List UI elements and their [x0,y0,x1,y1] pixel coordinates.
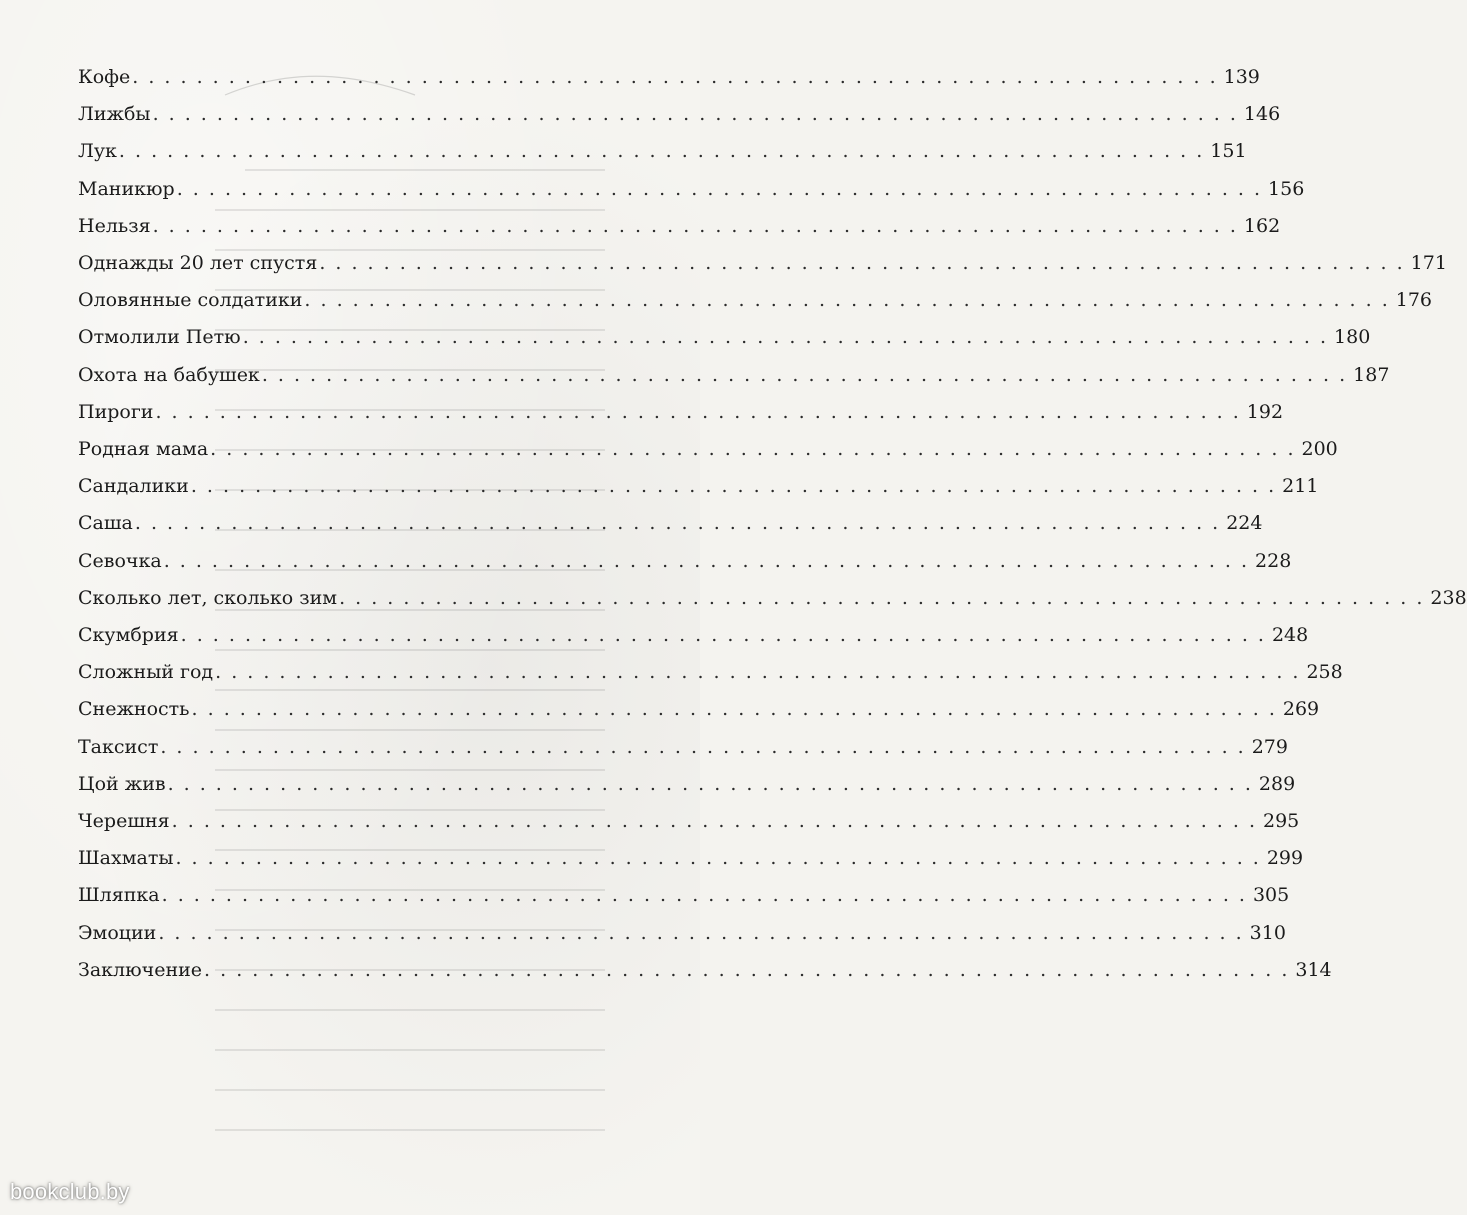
toc-entry-title: Маникюр [78,177,175,200]
toc-entry [78,546,1292,576]
toc-entry-leader-dots: . . . . . . . . . . . . . . . . . . . . . . . . . . . . . . . . . . . . . . . . . . . . . . . . . . . . . . . . . . . . . . . . . . . . [319,252,1405,274]
toc-entry-leader-dots: . . . . . . . . . . . . . . . . . . . . . . . . . . . . . . . . . . . . . . . . . . . . . . . . . . . . . . . . . . . . . . . . . . . . [190,475,1277,498]
toc-entry-page-number: 171 [1410,252,1447,274]
toc-entry-leader-dots: . . . . . . . . . . . . . . . . . . . . . . . . . . . . . . . . . . . . . . . . . . . . . . . . . . . . . . . . . . . . . . . . . . . . [204,958,1290,981]
toc-entry [78,397,1284,427]
toc-entry-leader-dots: . . . . . . . . . . . . . . . . . . . . . . . . . . . . . . . . . . . . . . . . . . . . . . . . . . . . . . . . . . . . . . . . . . . . [191,698,1277,721]
toc-entry-page-number: 180 [1334,326,1371,349]
toc-entry-page-number: 228 [1255,549,1292,572]
toc-entry-page-number: 310 [1249,921,1286,944]
toc-entry-page-number: 314 [1295,958,1332,981]
toc-entry-title: Кофе [78,66,131,88]
toc-entry-title: Шляпка [78,884,160,907]
toc-entry-page-number: 258 [1306,661,1343,684]
toc-entry [78,211,1281,241]
toc-entry-leader-dots: . . . . . . . . . . . . . . . . . . . . . . . . . . . . . . . . . . . . . . . . . . . . . . . . . . . . . . . . . . . . . . . . . . . . [261,363,1348,386]
toc-entry-leader-dots: . . . . . . . . . . . . . . . . . . . . . . . . . . . . . . . . . . . . . . . . . . . . . . . . . . . . . . . . . . . . . . . . . . . . [158,921,1244,944]
toc-entry [78,136,1247,166]
toc-entry-leader-dots: . . . . . . . . . . . . . . . . . . . . . . . . . . . . . . . . . . . . . . . . . . . . . . . . . . . . . . . . . . . . . . . . . . . . [152,214,1238,237]
toc-entry [78,62,1260,92]
toc-entry-page-number: 295 [1263,810,1300,832]
toc-entry-title: Сандалики [78,475,189,498]
toc-entry-leader-dots: . . . . . . . . . . . . . . . . . . . . . . . . . . . . . . . . . . . . . . . . . . . . . . . . . . . . . . . . . . . . . . . . . . . . [215,661,1301,684]
toc-entry [78,322,1371,352]
toc-entry-leader-dots: . . . . . . . . . . . . . . . . . . . . . . . . . . . . . . . . . . . . . . . . . . . . . . . . . . . . . . . . . . . . . . . . . . . . [160,735,1246,758]
toc-entry-leader-dots: . . . . . . . . . . . . . . . . . . . . . . . . . . . . . . . . . . . . . . . . . . . . . . . . . . . . . . . . . . . . . . . . . . . . [180,624,1266,646]
toc-entry-title: Черешня [78,810,170,832]
toc-entry-title: Сколько лет, сколько зим [78,586,338,609]
toc-entry-leader-dots: . . . . . . . . . . . . . . . . . . . . . . . . . . . . . . . . . . . . . . . . . . . . . . . . . . . . . . . . . . . . . . . . . . . . [171,810,1257,832]
toc-entry-title: Цой жив [78,772,166,795]
toc-entry-title: Лук [78,140,117,163]
toc-entry-leader-dots: . . . . . . . . . . . . . . . . . . . . . . . . . . . . . . . . . . . . . . . . . . . . . . . . . . . . . . . . . . . . . . . . . . . . [118,140,1205,163]
toc-entry-page-number: 299 [1266,847,1304,870]
toc-entry-leader-dots: . . . . . . . . . . . . . . . . . . . . . . . . . . . . . . . . . . . . . . . . . . . . . . . . . . . . . . . . . . . . . . . . . . . . [163,549,1250,572]
toc-entry-title: Эмоции [78,921,157,944]
toc-entry-page-number: 224 [1226,512,1263,535]
toc-entry-title: Оловянные солдатики [78,289,303,312]
toc-entry [78,657,1343,687]
toc-entry [78,434,1338,464]
toc-entry-title: Отмолили Петю [78,326,241,349]
toc-entry-page-number: 279 [1251,735,1288,758]
toc-entry [78,806,1300,836]
toc-entry-leader-dots: . . . . . . . . . . . . . . . . . . . . . . . . . . . . . . . . . . . . . . . . . . . . . . . . . . . . . . . . . . . . . . . . . . . . [242,326,1329,349]
toc-entry-page-number: 289 [1258,772,1296,795]
toc-entry-leader-dots: . . . . . . . . . . . . . . . . . . . . . . . . . . . . . . . . . . . . . . . . . . . . . . . . . . . . . . . . . . . . . . . . . . . . [132,66,1218,88]
toc-entry [78,955,1332,985]
toc-entry-page-number: 151 [1210,140,1247,163]
toc-entry-page-number: 248 [1271,624,1309,646]
toc-entry [78,694,1320,724]
toc-entry [78,174,1305,204]
toc-entry-page-number: 162 [1243,214,1281,237]
toc-entry [78,843,1304,873]
toc-entry-leader-dots: . . . . . . . . . . . . . . . . . . . . . . . . . . . . . . . . . . . . . . . . . . . . . . . . . . . . . . . . . . . . . . . . . . . . [152,103,1238,126]
toc-entry [78,471,1319,501]
toc-entry-page-number: 156 [1268,177,1305,200]
toc-entry-title: Сложный год [78,661,214,684]
toc-entry-page-number: 192 [1246,400,1284,423]
toc-entry-page-number: 238 [1430,586,1467,609]
toc-entry [78,285,1433,315]
toc-entry-title: Охота на бабушек [78,363,260,386]
toc-entry [78,248,1447,278]
toc-entry-title: Лижбы [78,103,151,126]
toc-entry-page-number: 211 [1282,475,1319,498]
toc-entry-page-number: 176 [1395,289,1433,312]
toc-entry-leader-dots: . . . . . . . . . . . . . . . . . . . . . . . . . . . . . . . . . . . . . . . . . . . . . . . . . . . . . . . . . . . . . . . . . . . . [175,847,1261,870]
toc-entry-title: Таксист [78,735,159,758]
toc-entry-leader-dots: . . . . . . . . . . . . . . . . . . . . . . . . . . . . . . . . . . . . . . . . . . . . . . . . . . . . . . . . . . . . . . . . . . . . [176,177,1263,200]
toc-entry-title: Снежность [78,698,190,721]
toc-entry [78,620,1309,650]
toc-entry-page-number: 146 [1243,103,1281,126]
toc-entry [78,769,1296,799]
toc-entry-title: Скумбрия [78,624,179,646]
toc-entry-leader-dots: . . . . . . . . . . . . . . . . . . . . . . . . . . . . . . . . . . . . . . . . . . . . . . . . . . . . . . . . . . . . . . . . . . . . [304,289,1390,312]
toc-entry [78,360,1390,390]
toc-entry-title: Родная мама [78,438,209,460]
toc-entry-title: Заключение [78,958,203,981]
toc-entry-leader-dots: . . . . . . . . . . . . . . . . . . . . . . . . . . . . . . . . . . . . . . . . . . . . . . . . . . . . . . . . . . . . . . . . . . . . [155,400,1241,423]
toc-entry-page-number: 269 [1282,698,1320,721]
toc-entry-title: Севочка [78,549,162,572]
toc-entry-leader-dots: . . . . . . . . . . . . . . . . . . . . . . . . . . . . . . . . . . . . . . . . . . . . . . . . . . . . . . . . . . . . . . . . . . . . [134,512,1221,535]
toc-entry-title: Шахматы [78,847,174,870]
toc-entry-page-number: 187 [1353,363,1390,386]
toc-entry-leader-dots: . . . . . . . . . . . . . . . . . . . . . . . . . . . . . . . . . . . . . . . . . . . . . . . . . . . . . . . . . . . . . . . . . . . . [339,586,1425,609]
toc-entry-title: Нельзя [78,214,151,237]
watermark: bookclub.by [10,1179,130,1204]
toc-entry-leader-dots: . . . . . . . . . . . . . . . . . . . . . . . . . . . . . . . . . . . . . . . . . . . . . . . . . . . . . . . . . . . . . . . . . . . . [210,438,1296,460]
toc-entry-leader-dots: . . . . . . . . . . . . . . . . . . . . . . . . . . . . . . . . . . . . . . . . . . . . . . . . . . . . . . . . . . . . . . . . . . . . [161,884,1247,907]
toc-entry-page-number: 305 [1252,884,1290,907]
toc-entry-title: Пироги [78,400,154,423]
toc-entry-leader-dots: . . . . . . . . . . . . . . . . . . . . . . . . . . . . . . . . . . . . . . . . . . . . . . . . . . . . . . . . . . . . . . . . . . . . [167,772,1253,795]
toc-entry [78,583,1467,613]
toc-entry-title: Однажды 20 лет спустя [78,252,318,274]
toc-entry [78,880,1290,910]
toc-entry-page-number: 200 [1301,438,1338,460]
toc-entry-title: Саша [78,512,133,535]
toc-entry [78,918,1286,948]
toc-entry [78,99,1281,129]
toc-entry [78,732,1288,762]
toc-entry-page-number: 139 [1223,66,1260,88]
toc-entry [78,508,1263,538]
